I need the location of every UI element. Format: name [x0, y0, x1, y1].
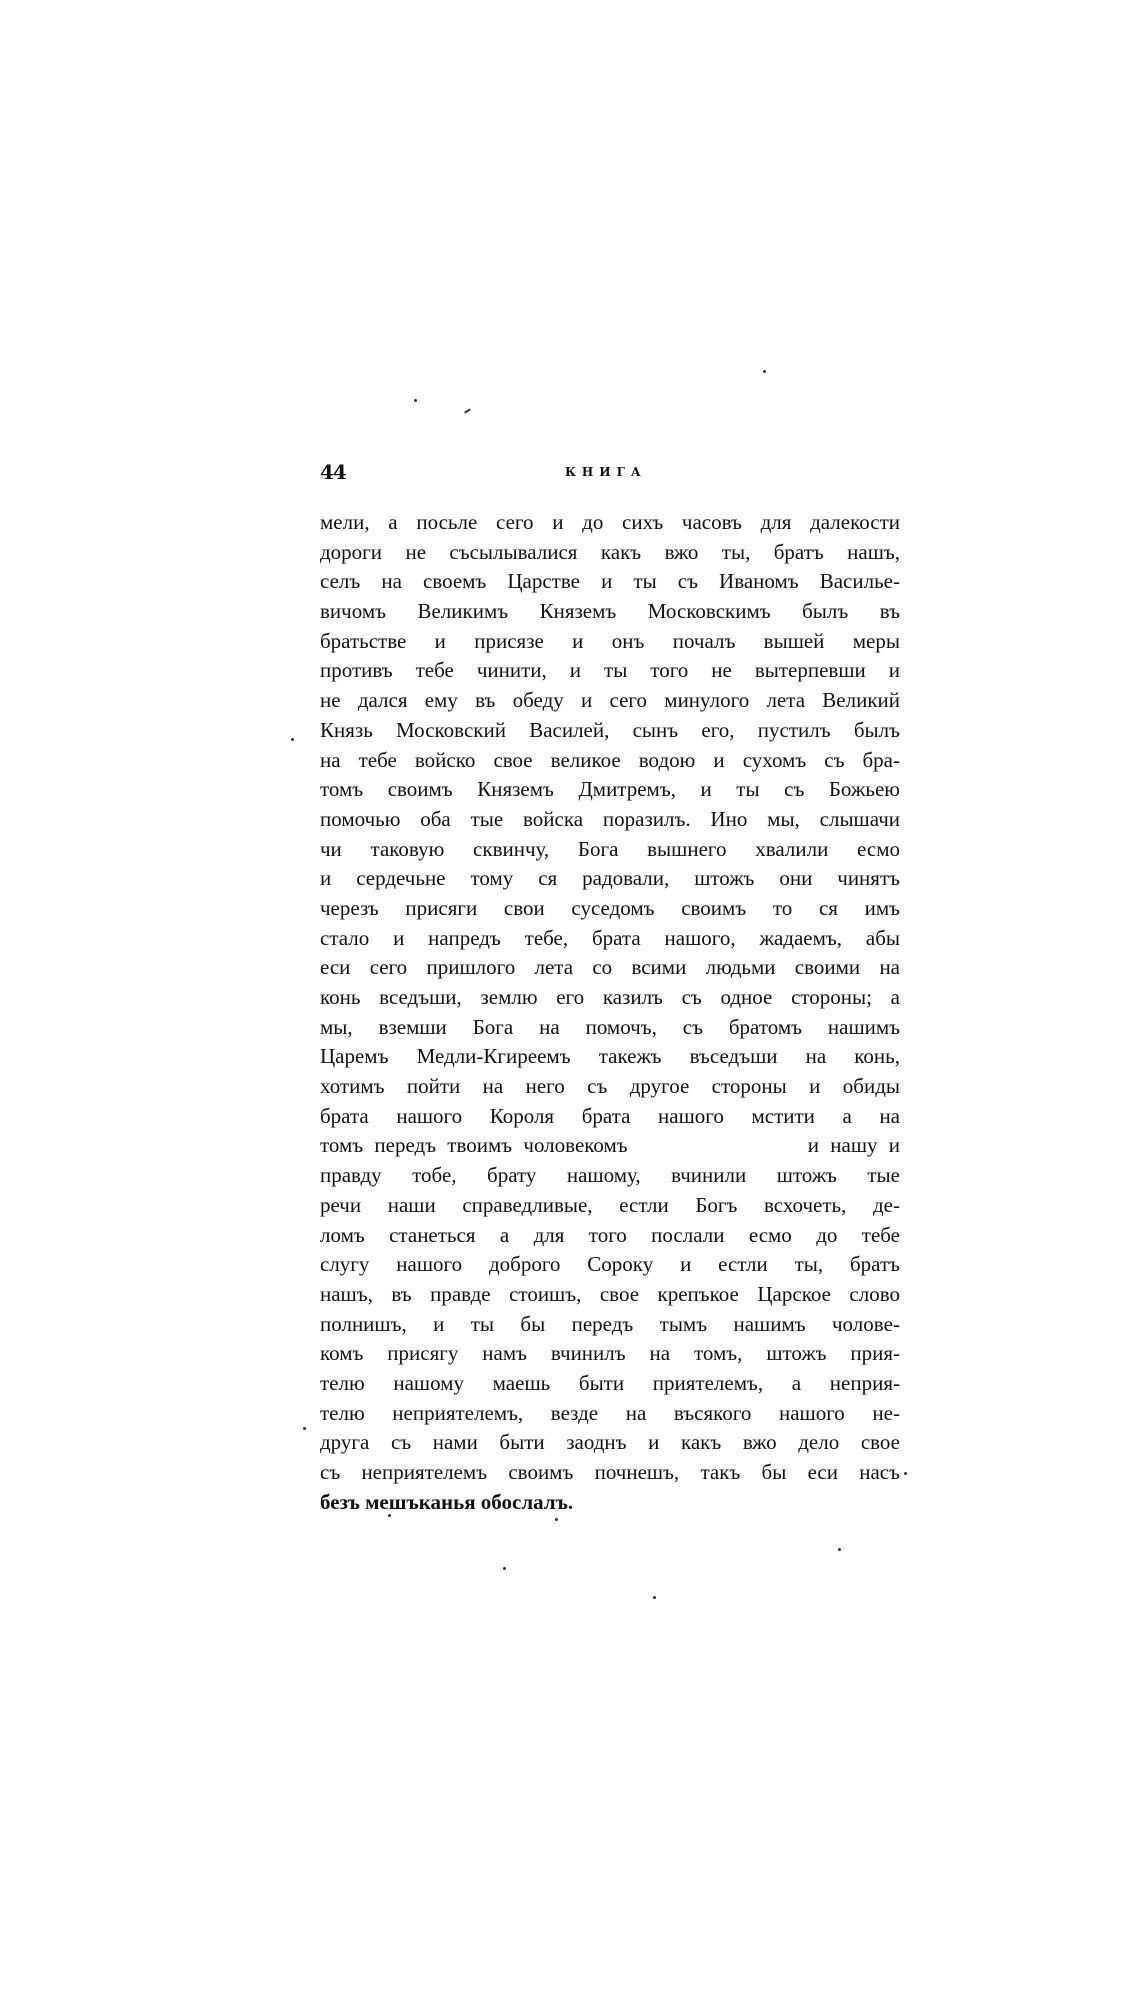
page-speck	[653, 1596, 656, 1599]
page-speck	[464, 408, 471, 413]
text-line: комъ присягу намъ вчинилъ на томъ, штожъ прия-	[320, 1341, 900, 1366]
page-number: 44	[320, 460, 346, 484]
text-line: томъ передъ твоимъ чоловекомъ и нашу и	[320, 1133, 900, 1158]
text-line: хотимъ пойти на него съ другое стороны и обиды	[320, 1074, 900, 1099]
text-line: брата нашого Короля брата нашого мстити а на	[320, 1103, 900, 1128]
text-line: и сердечьне тому ся радовали, штожъ они чинятъ	[320, 866, 900, 891]
text-line: конь вседъши, землю его казилъ съ одное стороны; а	[320, 985, 900, 1009]
text-line: томъ своимъ Княземъ Дмитремъ, и ты съ Божьею	[320, 777, 900, 802]
text-line: съ неприятелемъ своимъ почнешъ, такъ бы еси насъ	[320, 1460, 900, 1484]
text-line: мели, а посьле сего и до сихъ часовъ для далекости	[320, 510, 900, 534]
page-speck	[303, 1427, 306, 1430]
text-line: мы, вземши Бога на помочъ, съ братомъ нашимъ	[320, 1014, 900, 1039]
text-line: братьстве и присязе и онъ почалъ вышей меры	[320, 628, 900, 653]
text-line: безъ мешъканья обослалъ.	[320, 1489, 574, 1514]
text-line: полнишъ, и ты бы передъ тымъ нашимъ чоловe-	[320, 1311, 900, 1336]
text-line: телю нашому маешь быти приятелемъ, а неприя-	[320, 1370, 900, 1395]
text-line: друга съ нами быти заоднъ и какъ вжо дело свое	[320, 1430, 900, 1455]
text-line: правду тобе, брату нашому, вчинили штожъ тые	[320, 1163, 900, 1188]
text-line: слугу нашого доброго Сороку и естли ты, братъ	[320, 1252, 900, 1277]
text-line: селъ на своемъ Царстве и ты съ Иваномъ Василье-	[320, 569, 900, 594]
text-line: речи наши справедливые, естли Богъ всхочеть, де-	[320, 1192, 900, 1217]
running-head	[320, 460, 900, 490]
text-line: не дался ему въ обеду и сего минулого лета Великий	[320, 688, 900, 713]
text-line: чи таковую сквинчу, Бога вышнего хвалили есмо	[320, 836, 900, 861]
text-line: телю неприятелемъ, везде на въсякого нашого не-	[320, 1400, 900, 1425]
text-line: ломъ станеться а для того послали есмо до тебе	[320, 1222, 900, 1247]
page-speck	[838, 1548, 841, 1551]
text-line: нашъ, въ правде стоишъ, свое крепъкое Царское слово	[320, 1281, 900, 1306]
text-line: черезъ присяги свои суседомъ своимъ то ся имъ	[320, 895, 900, 920]
text-line: стало и напредъ тебе, брата нашого, жадаемъ, абы	[320, 925, 900, 950]
text-line: противъ тебе чинити, и ты того не вытерпевши и	[320, 658, 900, 683]
page-speck	[291, 738, 294, 741]
text-line: Князь Московский Василей, сынъ его, пустилъ былъ	[320, 717, 900, 742]
text-line: еси сего пришлого лета со всими людьми своими на	[320, 955, 900, 980]
text-line: помочью оба тые войска поразилъ. Ино мы, слышачи	[320, 806, 900, 831]
running-title: КНИГА	[565, 465, 647, 479]
page-speck	[503, 1567, 506, 1570]
text-line: на тебе войско свое великое водою и сухомъ съ бра-	[320, 747, 900, 772]
page-speck	[763, 370, 766, 373]
page-speck	[904, 1472, 907, 1475]
text-line: Царемъ Медли-Кгиреемъ такежъ въседъши на конь,	[320, 1044, 900, 1069]
page-speck	[414, 399, 417, 402]
text-line: вичомъ Великимъ Княземъ Московскимъ былъ въ	[320, 599, 900, 624]
body-text	[320, 508, 900, 1517]
text-line: дороги не съсылывалися какъ вжо ты, братъ нашъ,	[320, 539, 900, 564]
page-speck	[555, 1518, 558, 1521]
